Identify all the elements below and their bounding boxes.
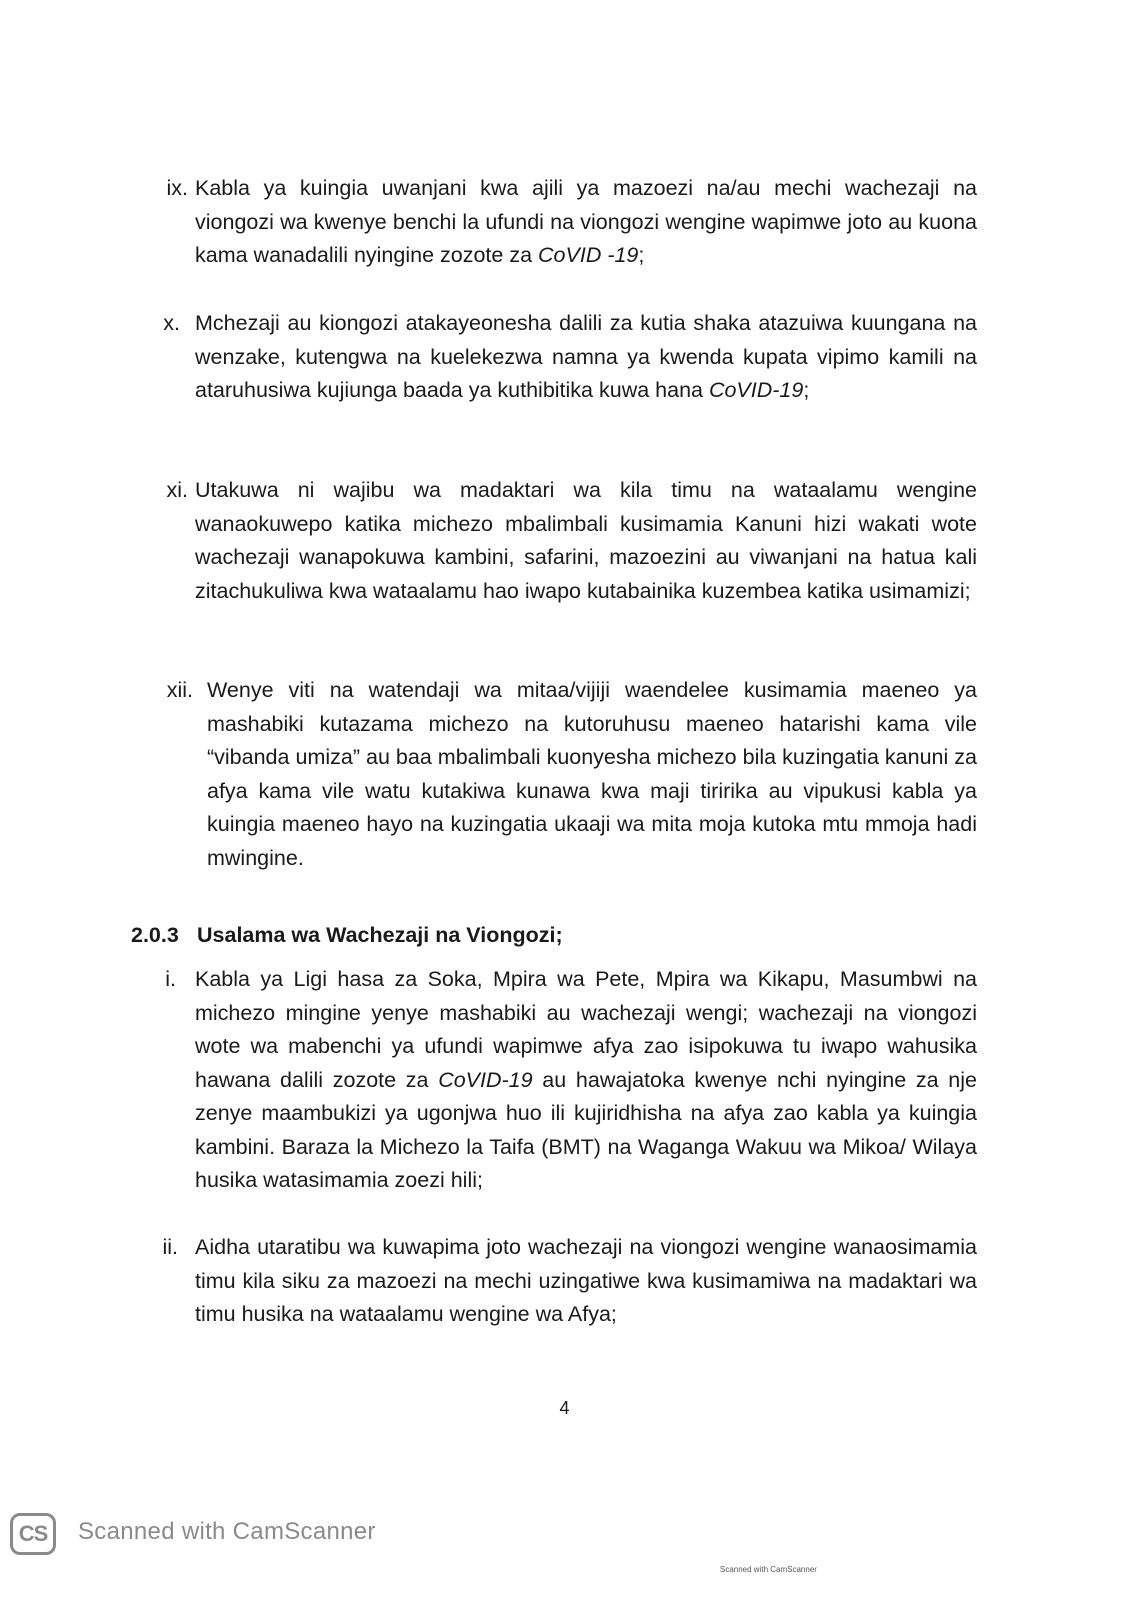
list-item-number: x. xyxy=(163,311,180,335)
list-item-number: xi. xyxy=(166,478,188,502)
list-item-number: xii. xyxy=(166,678,193,702)
scanner-watermark-small: Scanned with CamScanner xyxy=(720,1565,817,1574)
camscanner-logo-icon: CS xyxy=(10,1513,56,1555)
section-number: 2.0.3 xyxy=(131,923,179,947)
scanner-watermark: Scanned with CamScanner xyxy=(78,1518,376,1545)
section-heading xyxy=(131,919,563,953)
list-item-text: Wenye viti na watendaji wa mitaa/vijiji waendelee kusimamia maeneo ya mashabiki kutazama michezo na kutoruhusu maeneo hatarishi kama vile “vibanda umiza” au baa mbalimbali kuonyesha michezo bila kuzingatia kanuni za afya kama vile watu kutakiwa kunawa kwa maji tiririka au vipukusi kabla ya kuingia maeneo hayo na kuzingatia ukaaji wa mita moja kutoka mtu mmoja hadi mwingine. xyxy=(207,678,977,870)
list-item-number: i. xyxy=(165,967,176,991)
list-item-text: Mchezaji au kiongozi atakayeonesha dalili za kutia shaka atazuiwa kuungana na wenzake, kutengwa na kuelekezwa namna ya kwenda kupata vipimo kamili na ataruhusiwa kujiunga baada ya kuthibitika kuwa hana CoVID-19; xyxy=(195,311,977,402)
list-item-number: ix. xyxy=(166,176,188,200)
section-title: Usalama wa Wachezaji na Viongozi; xyxy=(197,923,563,947)
page-number: 4 xyxy=(559,1398,570,1418)
list-item-text: Utakuwa ni wajibu wa madaktari wa kila timu na wataalamu wengine wanaokuwepo katika michezo mbalimbali kusimamia Kanuni hizi wakati wote wachezaji wanapokuwa kambini, safarini, mazoezini au viwanjani na hatua kali zitachukuliwa kwa wataalamu hao iwapo kutabainika kuzembea katika usimamizi; xyxy=(195,478,977,603)
list-item-text: Kabla ya kuingia uwanjani kwa ajili ya mazoezi na/au mechi wachezaji na viongozi wa kwenye benchi la ufundi na viongozi wengine wapimwe joto au kuona kama wanadalili nyingine zozote za CoVID -19; xyxy=(195,176,977,267)
list-item-text: Aidha utaratibu wa kuwapima joto wachezaji na viongozi wengine wanaosimamia timu kila siku za mazoezi na mechi uzingatiwe kwa kusimamiwa na madaktari wa timu husika na wataalamu wengine wa Afya; xyxy=(195,1235,977,1326)
list-item-text: Kabla ya Ligi hasa za Soka, Mpira wa Pete, Mpira wa Kikapu, Masumbwi na michezo mingine yenye mashabiki au wachezaji wengi; wachezaji na viongozi wote wa mabenchi ya ufundi wapimwe afya zao isipokuwa tu iwapo wahusika hawana dalili zozote za CoVID-19 au hawajatoka kwenye nchi nyingine za nje zenye maambukizi ya ugonjwa huo ili kujiridhisha na afya zao kabla ya kuingia kambini. Baraza la Michezo la Taifa (BMT) na Waganga Wakuu wa Mikoa/ Wilaya husika watasimamia zoezi hili; xyxy=(195,967,978,1192)
list-item-number: ii. xyxy=(162,1235,178,1259)
